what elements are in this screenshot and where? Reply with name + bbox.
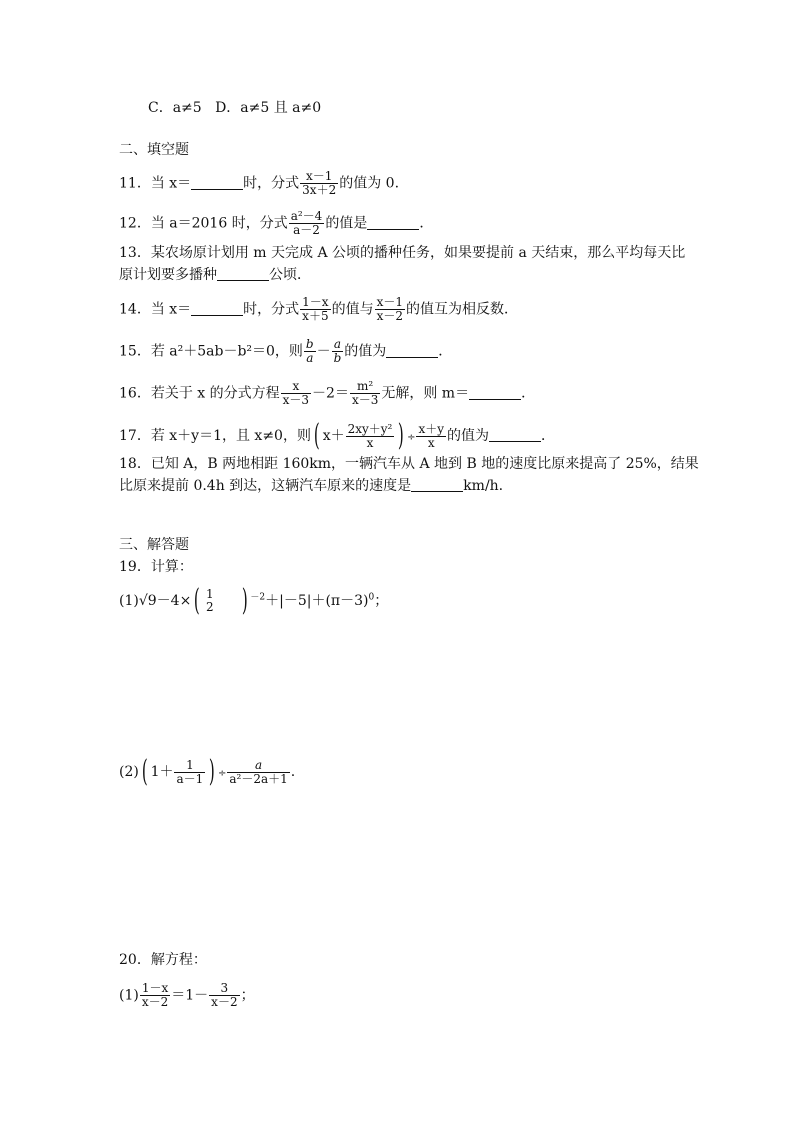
exponent-zero: 0 bbox=[368, 592, 375, 603]
fraction bbox=[375, 296, 405, 323]
exponent: －2 bbox=[250, 592, 266, 603]
q19-p1-end: ； bbox=[374, 593, 389, 609]
option-d: D．a≠5 且 a≠0 bbox=[215, 100, 322, 116]
q17-pre: 17．若 x＋y＝1，且 x≠0，则 bbox=[119, 428, 311, 444]
q14-pre: 14．当 x＝ bbox=[119, 301, 192, 318]
section-2-title: 二、填空题 bbox=[119, 142, 189, 158]
fraction bbox=[140, 982, 170, 1009]
answer-blank bbox=[469, 385, 521, 400]
numerator: a bbox=[255, 757, 263, 772]
q16-pre: 16．若关于 x 的分式方程 bbox=[119, 385, 280, 402]
answer-blank bbox=[367, 215, 419, 230]
q19-p2-pre: (2) bbox=[119, 764, 139, 780]
q17-end: ． bbox=[541, 428, 556, 444]
question-14 bbox=[119, 296, 518, 323]
fraction bbox=[350, 380, 380, 407]
q17-div: ÷ bbox=[407, 432, 416, 443]
q11-post: 的值为 0. bbox=[339, 175, 400, 192]
q20-p1-pre: (1) bbox=[119, 987, 139, 1004]
section-3-title: 三、解答题 bbox=[119, 537, 189, 553]
numerator: 1 bbox=[206, 587, 214, 601]
denominator: x＋5 bbox=[302, 309, 329, 323]
denominator: x－2 bbox=[141, 995, 169, 1009]
q18-line2-post: km/h. bbox=[463, 478, 504, 494]
right-paren: ) bbox=[398, 418, 405, 453]
q11-pre: 11．当 x＝ bbox=[119, 175, 192, 192]
numerator: 1 bbox=[186, 757, 194, 772]
fraction bbox=[346, 423, 395, 450]
q16-mid: －2＝ bbox=[312, 385, 349, 402]
q16-end: ． bbox=[521, 385, 536, 402]
right-paren: ) bbox=[241, 583, 248, 618]
denominator: 2 bbox=[206, 600, 214, 614]
question-12 bbox=[119, 210, 433, 237]
left-paren: ( bbox=[313, 418, 320, 453]
q19-p1-pre: (1)√9－4× bbox=[119, 593, 192, 609]
question-13-line-2 bbox=[119, 265, 311, 285]
q15-minus: － bbox=[316, 343, 331, 360]
fraction bbox=[300, 170, 338, 197]
denominator: x bbox=[416, 436, 446, 450]
fraction bbox=[289, 210, 325, 237]
answer-blank bbox=[217, 266, 269, 281]
fraction bbox=[174, 759, 205, 786]
question-11 bbox=[119, 170, 399, 197]
fraction bbox=[332, 338, 344, 365]
numerator: x－1 bbox=[376, 295, 403, 309]
denominator: a bbox=[304, 351, 316, 365]
q12-pre: 12．当 a＝2016 时，分式 bbox=[119, 215, 288, 232]
numerator: b bbox=[305, 337, 314, 351]
question-20-part-1 bbox=[119, 982, 255, 1009]
q17-inner: x＋ bbox=[322, 428, 345, 444]
answer-blank bbox=[191, 301, 243, 316]
option-c: C．a≠5 bbox=[148, 100, 202, 116]
denominator: a²－2a＋1 bbox=[229, 771, 288, 786]
answer-blank bbox=[411, 477, 463, 492]
right-paren: ) bbox=[209, 754, 216, 789]
q12-end: ． bbox=[419, 215, 434, 232]
fraction bbox=[209, 982, 239, 1009]
denominator: x－3 bbox=[282, 393, 310, 407]
numerator: m² bbox=[357, 379, 374, 393]
denominator: x bbox=[346, 436, 395, 450]
answer-blank bbox=[386, 343, 438, 358]
q19-p1-post: ＋|－5|＋(π－3) bbox=[265, 593, 369, 609]
question-18-line-1: 18．已知 A，B 两地相距 160km，一辆汽车从 A 地到 B 地的速度比原来提高了 25%，结果 bbox=[119, 456, 699, 472]
question-16 bbox=[119, 380, 535, 407]
numerator: x bbox=[292, 379, 300, 393]
q15-post: 的值为 bbox=[344, 343, 387, 360]
answer-blank bbox=[489, 427, 541, 442]
q14-post: 的值互为相反数． bbox=[405, 301, 518, 318]
answer-blank bbox=[191, 175, 243, 190]
q16-post: 无解，则 m＝ bbox=[381, 385, 470, 402]
denominator: x－3 bbox=[351, 393, 379, 407]
q18-line2-pre: 比原来提前 0.4h 到达，这辆汽车原来的速度是 bbox=[119, 478, 412, 494]
options-line bbox=[148, 98, 321, 118]
q14-mid: 时，分式 bbox=[243, 301, 300, 318]
numerator: x－1 bbox=[305, 169, 333, 183]
question-15 bbox=[119, 338, 452, 365]
question-18-line-2 bbox=[119, 476, 503, 496]
fraction bbox=[227, 759, 289, 786]
left-paren: ( bbox=[141, 754, 148, 789]
q19-p2-end: . bbox=[290, 764, 296, 780]
q14-mid2: 的值与 bbox=[331, 301, 374, 318]
q11-mid: 时，分式 bbox=[243, 175, 300, 192]
denominator: b bbox=[333, 351, 342, 365]
fraction bbox=[300, 296, 330, 323]
denominator: a－1 bbox=[176, 771, 204, 786]
q19-p2-inner: 1＋ bbox=[150, 764, 174, 780]
question-19-title: 19．计算： bbox=[119, 559, 193, 575]
question-20-title: 20．解方程： bbox=[119, 952, 207, 968]
question-17 bbox=[119, 418, 556, 453]
fraction bbox=[304, 338, 316, 365]
numerator: x＋y bbox=[418, 421, 445, 436]
q15-end: ． bbox=[438, 343, 453, 360]
fraction bbox=[281, 380, 311, 407]
q13-line2-post: 公顷． bbox=[269, 267, 311, 283]
fraction bbox=[416, 423, 446, 450]
question-19-part-2 bbox=[119, 754, 296, 789]
q15-pre: 15．若 a²＋5ab－b²＝0，则 bbox=[119, 343, 303, 360]
numerator: a²－4 bbox=[290, 209, 323, 223]
numerator: 3 bbox=[220, 981, 229, 995]
q20-end: ； bbox=[240, 987, 255, 1004]
denominator: x－2 bbox=[376, 309, 403, 323]
q13-line2-pre: 原计划要多播种 bbox=[119, 267, 217, 283]
numerator: 1－x bbox=[141, 981, 169, 995]
left-paren: ( bbox=[194, 583, 201, 618]
numerator: 1－x bbox=[302, 295, 329, 309]
denominator: a－2 bbox=[289, 223, 325, 237]
numerator: 2xy＋y² bbox=[347, 421, 393, 436]
q20-mid: ＝1－ bbox=[171, 987, 209, 1004]
question-19-part-1 bbox=[119, 583, 389, 618]
q12-post: 的值是 bbox=[325, 215, 368, 232]
denominator: x－2 bbox=[211, 995, 238, 1009]
denominator: 3x＋2 bbox=[302, 183, 337, 197]
q17-post: 的值为 bbox=[447, 428, 490, 444]
question-13-line-1: 13．某农场原计划用 m 天完成 A 公顷的播种任务，如果要提前 a 天结束，那么平均每天比 bbox=[119, 245, 686, 261]
numerator: a bbox=[333, 337, 342, 351]
fraction bbox=[204, 588, 216, 614]
q19-p2-div: ÷ bbox=[218, 768, 227, 779]
